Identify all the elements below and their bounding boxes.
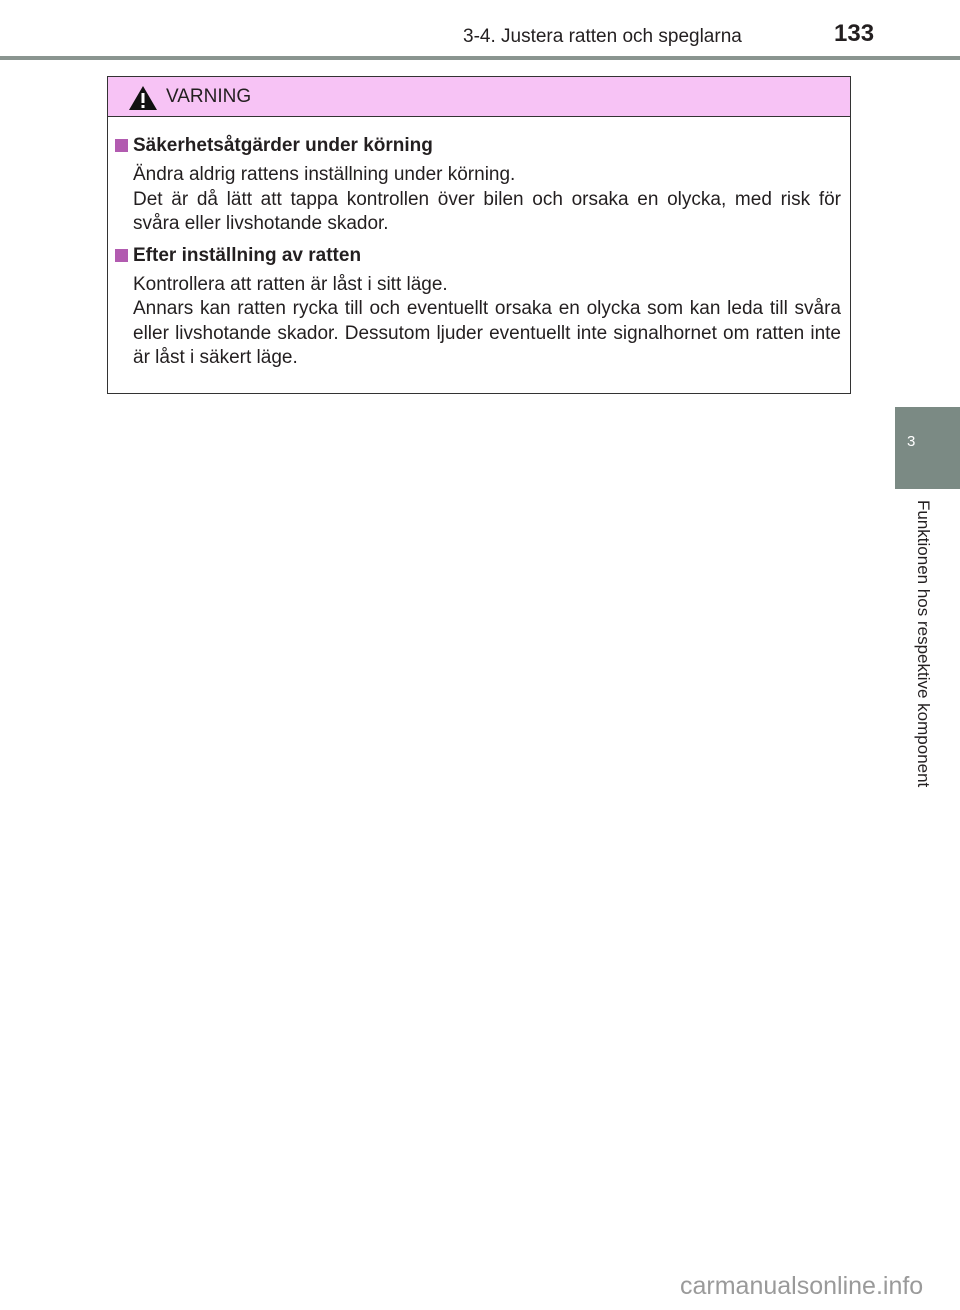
watermark: carmanualsonline.info: [680, 1272, 924, 1300]
warning-section: [115, 245, 850, 371]
heading-text: Efter inställning av ratten: [133, 244, 362, 266]
warning-header: [108, 77, 850, 117]
warning-title: VARNING: [166, 86, 252, 107]
chapter-title-vertical: Funktionen hos respektive komponent: [914, 500, 933, 788]
square-bullet-icon: [115, 139, 128, 152]
section-heading: [115, 135, 850, 157]
square-bullet-icon: [115, 249, 128, 262]
paragraph-line: Annars kan ratten rycka till och eventuellt orsaka en olycka som kan leda till svåra eller livshotande skador. Dessutom ljuder eventuellt inte signalhornet om ratten inte är låst i säkert läge.: [133, 298, 841, 368]
section-heading: [115, 245, 850, 267]
page-number: 133: [834, 20, 875, 47]
warning-section: [115, 135, 850, 237]
heading-text: Säkerhetsåtgärder under körning: [133, 135, 433, 156]
section-title: 3-4. Justera ratten och speglarna: [463, 26, 742, 47]
header-divider: [0, 56, 960, 60]
warning-box: [107, 76, 851, 394]
paragraph-line: Ändra aldrig rattens inställning under körning.: [133, 164, 516, 185]
warning-triangle-icon: [128, 85, 158, 111]
chapter-tab: [895, 407, 960, 489]
paragraph-line: Det är då lätt att tappa kontrollen över bilen och orsaka en olycka, med risk för svåra eller livshotande skador.: [133, 188, 841, 234]
paragraph-line: Kontrollera att ratten är låst i sitt läge.: [133, 273, 448, 295]
chapter-number: 3: [907, 433, 916, 450]
